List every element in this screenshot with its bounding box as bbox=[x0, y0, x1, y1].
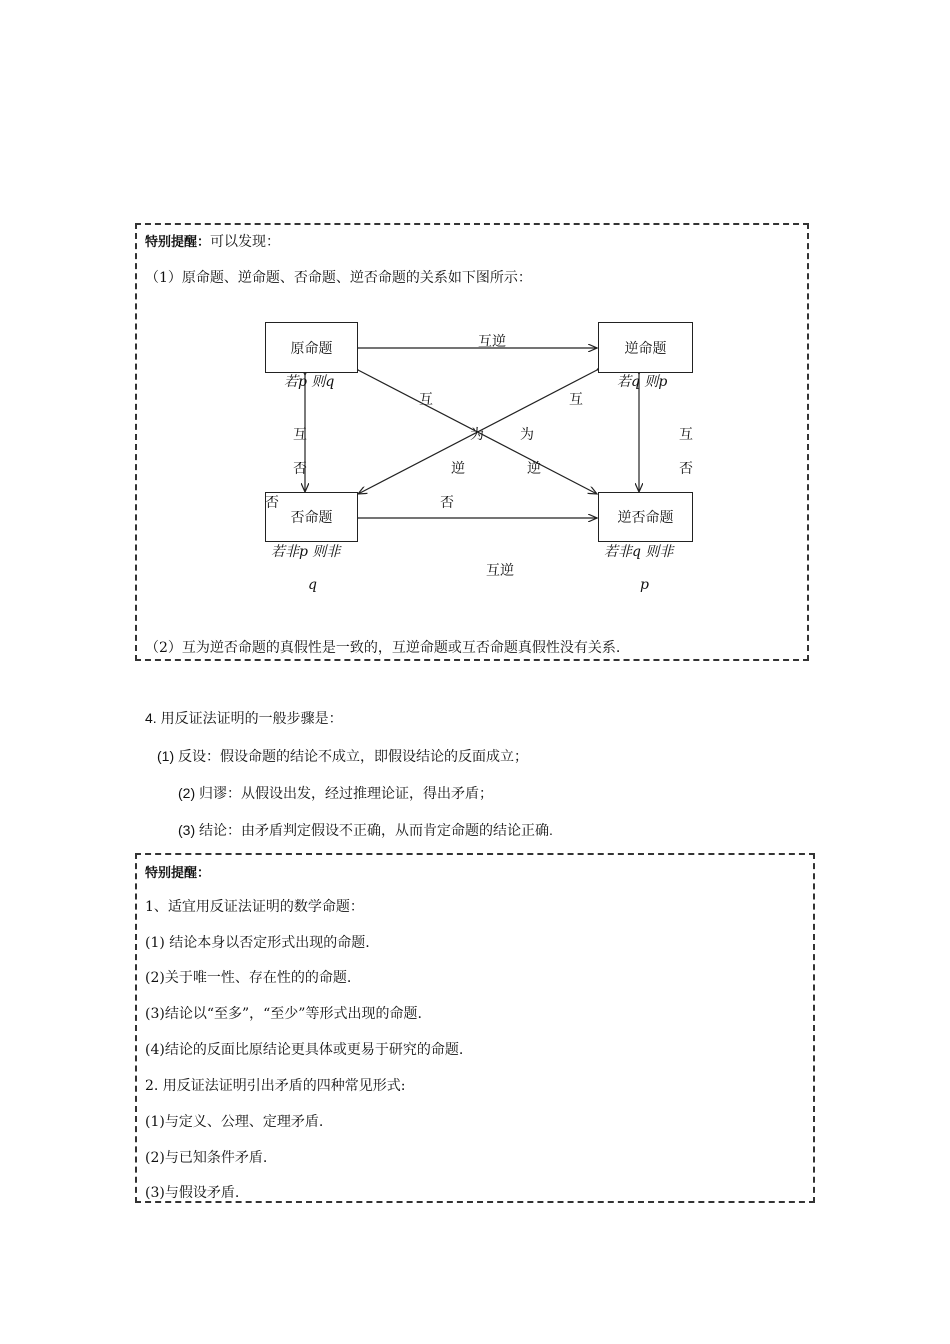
label-right-2: 否 bbox=[679, 461, 693, 477]
label-left-3: 否 bbox=[265, 495, 279, 511]
label-diag-b3: 逆 bbox=[527, 461, 541, 477]
label-diag-a2: 为 bbox=[470, 427, 484, 443]
sub-contrapositive-a: 若非q 则非 bbox=[604, 544, 674, 560]
node-converse: 逆命题 bbox=[598, 322, 693, 373]
reminder-line-2: （2）互为逆否命题的真假性是一致的，互逆命题或互否命题真假性没有关系. bbox=[145, 640, 621, 656]
reminder-line-1: （1）原命题、逆命题、否命题、逆否命题的关系如下图所示： bbox=[145, 270, 532, 286]
sub-converse: 若q 则p bbox=[617, 374, 668, 390]
box2-item-1: 1、适宜用反证法证明的数学命题： bbox=[145, 899, 364, 915]
label-diag-b1: 互 bbox=[569, 392, 583, 408]
sub-inverse-b: q bbox=[308, 577, 317, 593]
section4-step-1: (1) 反设：假设命题的结论不成立，即假设结论的反面成立； bbox=[157, 748, 528, 764]
sub-inverse-a: 若非p 则非 bbox=[271, 544, 341, 560]
label-top: 互逆 bbox=[478, 334, 506, 350]
reminder-title-2: 特别提醒： bbox=[145, 866, 211, 881]
label-diag-a4: 否 bbox=[440, 495, 454, 511]
box2-item-4: (3)结论以“至多”，“至少”等形式出现的命题. bbox=[145, 1006, 422, 1022]
box2-item-9: (3)与假设矛盾. bbox=[145, 1185, 240, 1201]
box2-item-2: (1) 结论本身以否定形式出现的命题. bbox=[145, 935, 370, 951]
node-inverse: 否命题 bbox=[265, 492, 358, 542]
box2-item-6: 2. 用反证法证明引出矛盾的四种常见形式: bbox=[145, 1078, 406, 1094]
label-diag-a1: 互 bbox=[419, 392, 433, 408]
label-diag-b2: 为 bbox=[520, 427, 534, 443]
reminder-title-rest: 可以发现： bbox=[210, 234, 281, 250]
label-left-1: 互 bbox=[293, 427, 307, 443]
label-left-2: 否 bbox=[293, 461, 307, 477]
sub-contrapositive-b: p bbox=[640, 577, 649, 593]
label-diag-a3: 逆 bbox=[451, 461, 465, 477]
node-contrapositive: 逆否命题 bbox=[598, 492, 693, 542]
section4-step-3: (3) 结论：由矛盾判定假设不正确，从而肯定命题的结论正确. bbox=[178, 822, 553, 838]
box2-item-7: (1)与定义、公理、定理矛盾. bbox=[145, 1114, 324, 1130]
box2-item-3: (2)关于唯一性、存在性的的命题. bbox=[145, 970, 352, 986]
sub-original: 若p 则q bbox=[284, 374, 335, 390]
label-bottom: 互逆 bbox=[486, 563, 514, 579]
node-original: 原命题 bbox=[265, 322, 358, 373]
section4-step-2: (2) 归谬：从假设出发，经过推理论证，得出矛盾； bbox=[178, 785, 493, 801]
box2-item-5: (4)结论的反面比原结论更具体或更易于研究的命题. bbox=[145, 1042, 464, 1058]
box2-item-8: (2)与已知条件矛盾. bbox=[145, 1150, 268, 1166]
section4-heading: 4. 用反证法证明的一般步骤是： bbox=[145, 710, 343, 726]
label-right-1: 互 bbox=[679, 427, 693, 443]
reminder-title: 特别提醒： bbox=[145, 235, 211, 250]
